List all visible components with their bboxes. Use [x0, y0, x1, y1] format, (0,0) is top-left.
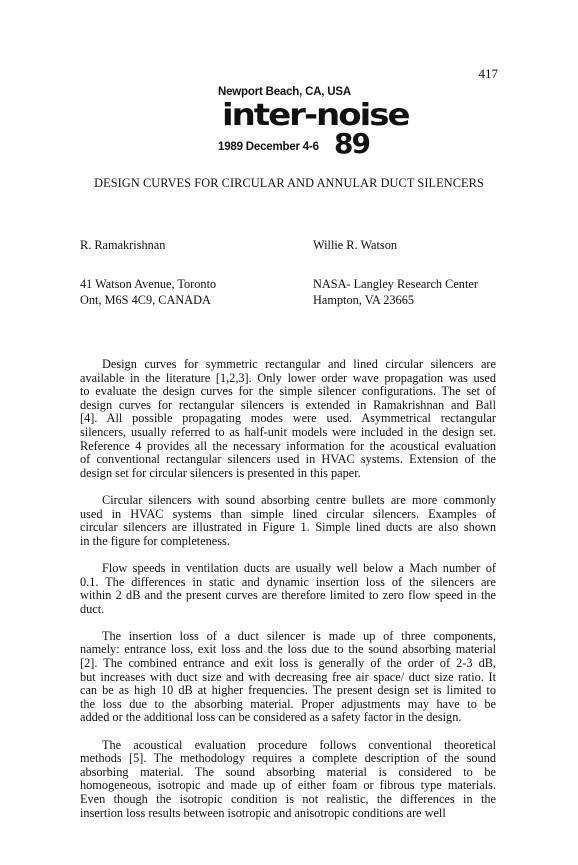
- paper-title: DESIGN CURVES FOR CIRCULAR AND ANNULAR DUCT SILENCERS: [94, 176, 484, 190]
- conference-logo-word: inter-noise: [222, 97, 409, 133]
- body-line: duct.: [80, 601, 105, 616]
- author-name: Willie R. Watson: [313, 238, 398, 252]
- body-line: but increases with duct size and with decreasing free air space/ duct size ratio. It: [80, 669, 496, 684]
- body-line: [4]. All possible propagating modes were used. Asymmetrical rectangular: [80, 411, 496, 426]
- body-line: silencers, usually referred to as half-unit models were included in the design set.: [80, 424, 496, 439]
- body-line: Even though the isotropic condition is not realistic, the differences in the: [80, 792, 496, 806]
- body-line: insertion loss results between isotropic and anisotropic conditions are well: [80, 805, 446, 820]
- body-line: the loss due to the absorbing material. Proper adjustments may have to be: [80, 696, 496, 711]
- body-line: added or the additional loss can be considered as a safety factor in the design.: [80, 710, 462, 725]
- body-line: of conventional rectangular silencers used in HVAC systems. Extension of the: [80, 452, 496, 467]
- body-line: namely: entrance loss, exit loss and the loss due to the sound absorbing material: [80, 642, 496, 657]
- body-line: Flow speeds in ventilation ducts are usually well below a Mach number of: [102, 560, 496, 575]
- conference-venue: Newport Beach, CA, USA: [218, 86, 351, 98]
- body-paragraph: [80, 739, 496, 821]
- body-paragraph: [80, 630, 496, 725]
- body-line: to evaluate the design curves for the simple silencer configurations. The set of: [80, 384, 496, 399]
- page-number: 417: [478, 66, 498, 81]
- body-line: can be as high 10 dB at higher frequencies. The present design set is limited to: [80, 683, 496, 698]
- body-text: [80, 358, 496, 834]
- body-line: available in the literature [1,2,3]. Only lower order wave propagation was used: [80, 370, 496, 385]
- body-paragraph: [80, 562, 496, 616]
- body-paragraph: [80, 358, 496, 480]
- body-line: design set for circular silencers is presented in this paper.: [80, 465, 361, 480]
- affiliation-line: 41 Watson Avenue, Toronto: [80, 277, 217, 291]
- body-line: methods [5]. The methodology requires a complete description of the sound: [80, 751, 496, 766]
- body-line: Reference 4 provides all the necessary information for the acoustical evaluation: [80, 438, 496, 453]
- body-line: [2]. The combined entrance and exit loss is generally of the order of 2-3 dB,: [80, 656, 496, 671]
- author-affiliation: [80, 276, 216, 308]
- author-affiliation: [313, 276, 478, 308]
- body-line: homogeneous, isotropic and made up of either foam or fibrous type materials.: [80, 778, 496, 793]
- body-line: in the figure for completeness.: [80, 533, 230, 548]
- body-line: within 2 dB and the present curves are therefore limited to zero flow speed in the: [80, 588, 496, 603]
- body-line: circular silencers are illustrated in Figure 1. Simple lined ducts are also shown: [80, 520, 496, 535]
- affiliation-line: Ont, M6S 4C9, CANADA: [80, 293, 211, 307]
- body-line: absorbing material. The sound absorbing material is considered to be: [80, 764, 496, 779]
- affiliation-line: NASA- Langley Research Center: [313, 277, 478, 291]
- body-line: The acoustical evaluation procedure follows conventional theoretical: [102, 737, 496, 752]
- body-line: used in HVAC systems than simple lined circular silencers. Examples of: [80, 506, 496, 521]
- body-line: Design curves for symmetric rectangular and lined circular silencers are: [102, 357, 496, 371]
- body-line: 0.1. The differences in static and dynamic insertion loss of the silencers are: [80, 574, 496, 589]
- conference-date: 1989 December 4-6: [218, 141, 319, 153]
- conference-logo-year: 89: [334, 127, 369, 160]
- body-line: The insertion loss of a duct silencer is made up of three components,: [102, 628, 496, 643]
- body-line: design curves for rectangular silencers is extended in Ramakrishnan and Ball: [80, 397, 496, 412]
- author-name: R. Ramakrishnan: [80, 238, 166, 252]
- body-paragraph: [80, 494, 496, 548]
- body-line: Circular silencers with sound absorbing centre bullets are more commonly: [102, 492, 496, 507]
- affiliation-line: Hampton, VA 23665: [313, 293, 415, 307]
